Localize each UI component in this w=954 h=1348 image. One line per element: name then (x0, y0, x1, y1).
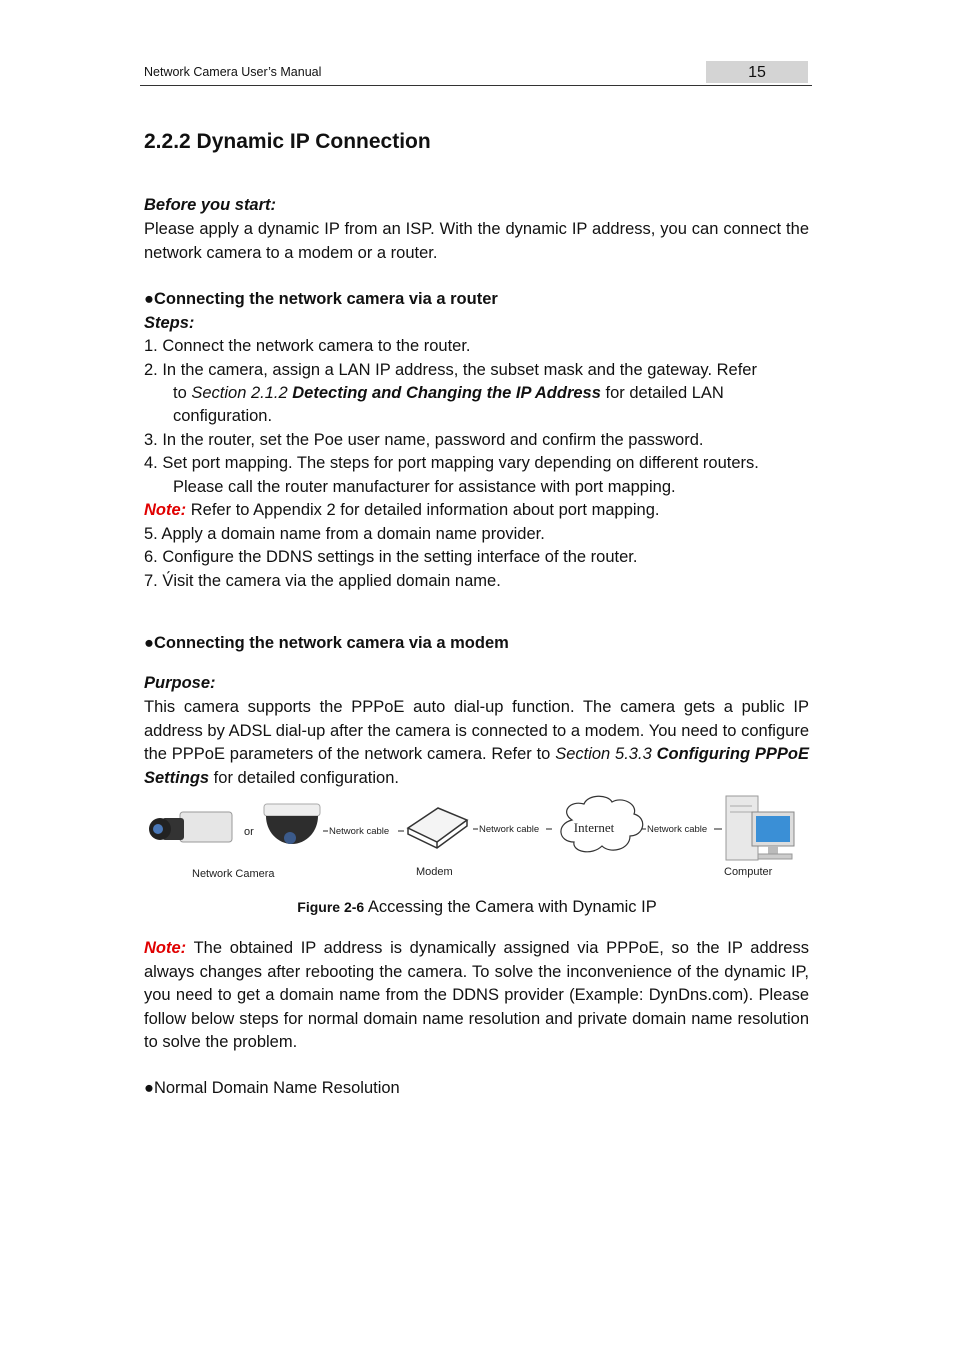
router-heading: ●Connecting the network camera via a router (144, 290, 498, 308)
before-start-label: Before you start: (144, 196, 277, 214)
or-label: or (244, 826, 254, 838)
step-1: 1. Connect the network camera to the router. (144, 337, 471, 355)
purpose-section-ref: Section 5.3.3 (555, 745, 652, 763)
router-note: Note: Refer to Appendix 2 for detailed information about port mapping. (144, 501, 660, 519)
modem-label: Modem (416, 866, 453, 878)
cable-3-label: Network cable (647, 824, 708, 835)
section-ref-title: Detecting and Changing the IP Address (292, 384, 601, 402)
normal-resolution-heading: ●Normal Domain Name Resolution (144, 1079, 400, 1097)
step-4-line1: 4. Set port mapping. The steps for port mapping vary depending on different routers. (144, 454, 759, 472)
computer-icon (726, 796, 794, 860)
modem-icon (408, 808, 467, 848)
step-2-line3: configuration. (173, 407, 273, 425)
figure-label: Figure 2-6 (297, 899, 365, 915)
step-4-line2: Please call the router manufacturer for assistance with port mapping. (173, 478, 676, 496)
step-6: 6. Configure the DDNS settings in the setting interface of the router. (144, 548, 638, 566)
note-paragraph: Note: The obtained IP address is dynamically assigned via PPPoE, so the IP address always changes after rebooting the camera. To solve the inconvenience of the dynamic IP, you need to get a domain name from the DDNS provider (Example: DynDns.com). Please follow below steps for normal domain name resolution and private domain name resolution to solve the problem. (144, 939, 809, 1051)
internet-label: Internet (573, 820, 615, 835)
step-3: 3. In the router, set the Poe user name, password and confirm the password. (144, 431, 704, 449)
dome-camera-icon (264, 804, 320, 844)
step-2-line1: 2. In the camera, assign a LAN IP address, the subset mask and the gateway. Refer (144, 361, 757, 379)
camera-label: Network Camera (192, 868, 275, 880)
network-diagram (140, 790, 812, 890)
step-7: 7. V́isit the camera via the applied domain name. (144, 572, 501, 590)
box-camera-icon (149, 812, 232, 842)
computer-label: Computer (724, 866, 773, 878)
cable-2-label: Network cable (479, 824, 540, 835)
modem-heading: ●Connecting the network camera via a modem (144, 634, 509, 652)
cable-1-label: Network cable (329, 826, 390, 837)
header-title: Network Camera User’s Manual (144, 65, 322, 79)
note-2-label: Note: (144, 939, 187, 957)
before-start-text: Please apply a dynamic IP from an ISP. With the dynamic IP address, you can connect the network camera to a modem or a router. (144, 220, 809, 262)
purpose-text: This camera supports the PPPoE auto dial-up function. The camera gets a public IP address by ADSL dial-up after the camera is connected to a modem. You need to configure the PPPoE parameters of the network camera. Refer to Section 5.3.3 Configuring PPPoE Settings for detailed configuration. (144, 698, 809, 787)
steps-label: Steps: (144, 314, 195, 332)
step-2-line2: to Section 2.1.2 Detecting and Changing the IP Address for detailed LAN (173, 384, 724, 402)
section-ref: Section 2.1.2 (191, 384, 293, 402)
page-number: 15 (706, 61, 808, 83)
step-5: 5. Apply a domain name from a domain name provider. (144, 525, 545, 543)
figure-caption: Figure 2-6 Accessing the Camera with Dynamic IP (297, 898, 657, 916)
section-title: 2.2.2 Dynamic IP Connection (144, 130, 431, 153)
note-label: Note: (144, 501, 187, 519)
purpose-label: Purpose: (144, 674, 216, 692)
purpose-section-title: Configuring PPPoE Settings (144, 745, 809, 787)
header-divider (140, 85, 812, 86)
